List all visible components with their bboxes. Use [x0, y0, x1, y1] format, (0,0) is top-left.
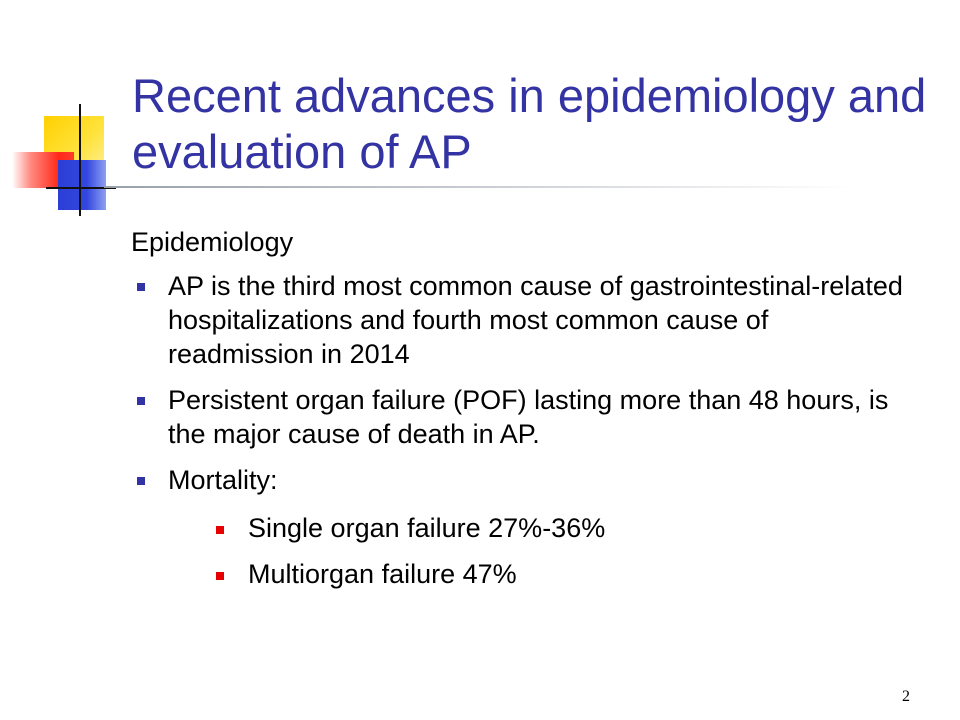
logo-vertical-line [79, 104, 81, 216]
page-number: 2 [902, 688, 910, 705]
logo-blue-square [58, 160, 106, 210]
sub-bullet-text: Multiorgan failure 47% [248, 559, 517, 589]
bullet-item [131, 463, 911, 591]
square-bullet-icon [137, 477, 145, 485]
bullet-list [131, 269, 911, 591]
bullet-item [131, 269, 911, 371]
sub-bullet-list [168, 511, 911, 591]
bullet-text: AP is the third most common cause of gastrointestinal-related hospitalizations and fourth most common cause of readmission in 2014 [168, 271, 903, 369]
slide-title: Recent advances in epidemiology and evaluation of AP [132, 69, 927, 178]
bullet-item [131, 383, 911, 451]
red-square-bullet-icon [216, 572, 224, 580]
corner-logo [0, 0, 140, 230]
section-heading: Epidemiology [131, 227, 294, 257]
slide-body [131, 225, 911, 603]
sub-bullet-item [168, 511, 911, 545]
red-square-bullet-icon [216, 526, 224, 534]
bullet-text: Mortality: [168, 465, 278, 495]
bullet-text: Persistent organ failure (POF) lasting more than 48 hours, is the major cause of death in AP. [168, 385, 889, 449]
square-bullet-icon [137, 397, 145, 405]
title-divider [104, 186, 854, 188]
sub-bullet-item [168, 557, 911, 591]
sub-bullet-text: Single organ failure 27%-36% [248, 513, 606, 543]
square-bullet-icon [137, 283, 145, 291]
